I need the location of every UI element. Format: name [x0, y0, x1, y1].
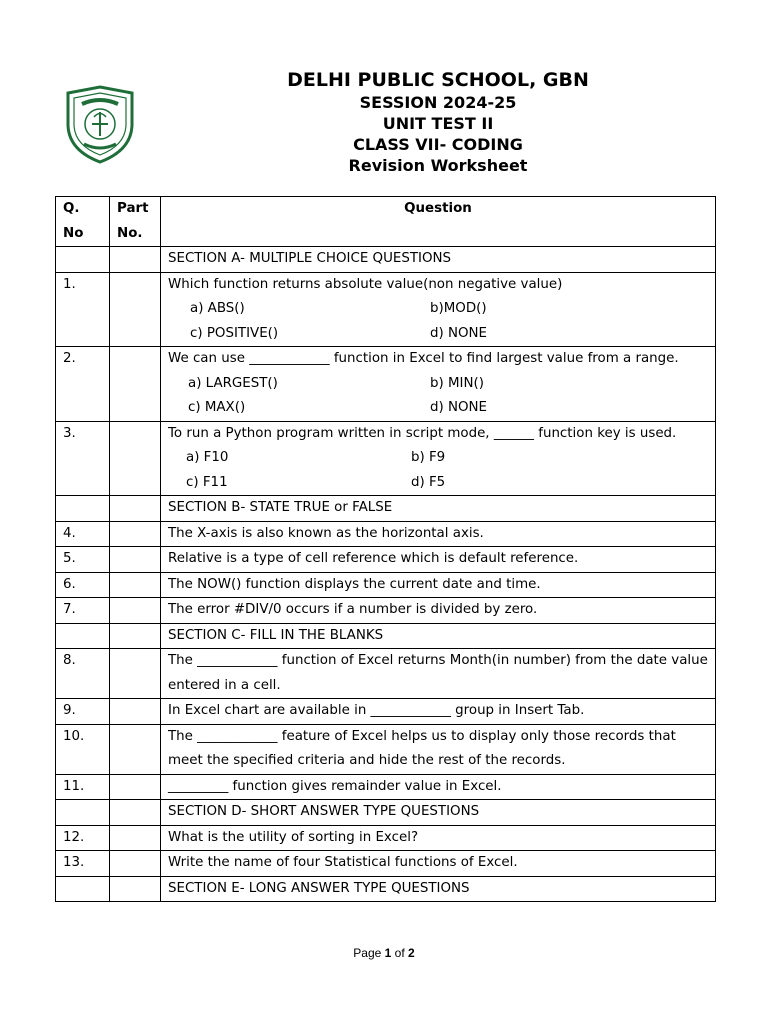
question-number: 3.	[56, 421, 110, 496]
question-number: 7.	[56, 598, 110, 624]
total-pages: 2	[408, 946, 415, 960]
section-row	[56, 247, 716, 273]
section-row	[56, 496, 716, 522]
section-row	[56, 623, 716, 649]
question-text: The error #DIV/0 occurs if a number is divided by zero.	[161, 598, 716, 624]
question-number: 2.	[56, 347, 110, 422]
header-question: Question	[161, 197, 716, 247]
table-row	[56, 774, 716, 800]
section-row	[56, 800, 716, 826]
option: c) F11	[186, 474, 228, 490]
section-b-title: SECTION B- STATE TRUE or FALSE	[161, 496, 716, 522]
question-text: What is the utility of sorting in Excel?	[161, 825, 716, 851]
section-e-title: SECTION E- LONG ANSWER TYPE QUESTIONS	[161, 876, 716, 902]
school-name: DELHI PUBLIC SCHOOL, GBN	[287, 69, 589, 91]
table-row	[56, 825, 716, 851]
option: d) NONE	[430, 400, 488, 415]
table-row	[56, 598, 716, 624]
class-subject: CLASS VII- CODING	[353, 135, 523, 154]
current-page: 1	[384, 946, 392, 960]
question-text: The X-axis is also known as the horizontal axis.	[161, 521, 716, 547]
question-text: Relative is a type of cell reference which is default reference.	[161, 547, 716, 573]
table-row	[56, 421, 716, 496]
school-logo	[64, 84, 136, 164]
question-number: 1.	[56, 272, 110, 347]
table-header-row	[56, 197, 716, 247]
table-row	[56, 547, 716, 573]
table-row	[56, 851, 716, 877]
section-d-title: SECTION D- SHORT ANSWER TYPE QUESTIONS	[161, 800, 716, 826]
option: a) ABS()	[190, 301, 245, 316]
section-c-title: SECTION C- FILL IN THE BLANKS	[161, 623, 716, 649]
question-number: 10.	[56, 724, 110, 774]
table-row	[56, 649, 716, 699]
table-row	[56, 347, 716, 422]
question-text: We can use ____________ function in Excel to find largest value from a range. a) LARGEST() b) MIN() c) MAX() d) NONE	[161, 347, 716, 422]
question-number: 11.	[56, 774, 110, 800]
question-number: 13.	[56, 851, 110, 877]
option: c) MAX()	[188, 400, 246, 415]
worksheet-table	[55, 196, 716, 902]
question-number: 5.	[56, 547, 110, 573]
test-name: UNIT TEST II	[382, 114, 494, 133]
question-text: The ____________ feature of Excel helps us to display only those records that meet the specified criteria and hide the rest of the records.	[161, 724, 716, 774]
option: a) F10	[186, 450, 229, 465]
question-number: 12.	[56, 825, 110, 851]
page-footer: Page 1 of 2	[353, 946, 415, 960]
question-number: 8.	[56, 649, 110, 699]
question-text: The NOW() function displays the current date and time.	[161, 572, 716, 598]
option: a) LARGEST()	[188, 375, 278, 391]
document-header	[260, 68, 616, 176]
option: b) MIN()	[430, 375, 484, 391]
option: b)MOD()	[430, 301, 487, 316]
question-text: In Excel chart are available in ____________ group in Insert Tab.	[161, 699, 716, 725]
table-row	[56, 724, 716, 774]
session: SESSION 2024-25	[359, 93, 517, 112]
header-q-no: Q. No	[56, 197, 110, 247]
table-row	[56, 699, 716, 725]
table-row	[56, 572, 716, 598]
option: b) F9	[411, 450, 446, 465]
section-row	[56, 876, 716, 902]
question-text: Which function returns absolute value(non negative value) a) ABS() b)MOD() c) POSITIVE() d) NONE	[161, 272, 716, 347]
question-text: Write the name of four Statistical functions of Excel.	[161, 851, 716, 877]
question-number: 4.	[56, 521, 110, 547]
question-number: 9.	[56, 699, 110, 725]
worksheet-title: Revision Worksheet	[348, 156, 528, 175]
table-row	[56, 521, 716, 547]
table-row	[56, 272, 716, 347]
option: c) POSITIVE()	[190, 325, 279, 341]
question-number: 6.	[56, 572, 110, 598]
section-a-title: SECTION A- MULTIPLE CHOICE QUESTIONS	[161, 247, 716, 273]
question-text: The ____________ function of Excel returns Month(in number) from the date value entered in a cell.	[161, 649, 716, 699]
question-text: To run a Python program written in script mode, ______ function key is used. a) F10 b) F9 c) F11 d) F5	[161, 421, 716, 496]
header-part-no: Part No.	[110, 197, 161, 247]
option: d) NONE	[430, 325, 488, 341]
option: d) F5	[411, 474, 446, 490]
question-text: _________ function gives remainder value in Excel.	[161, 774, 716, 800]
